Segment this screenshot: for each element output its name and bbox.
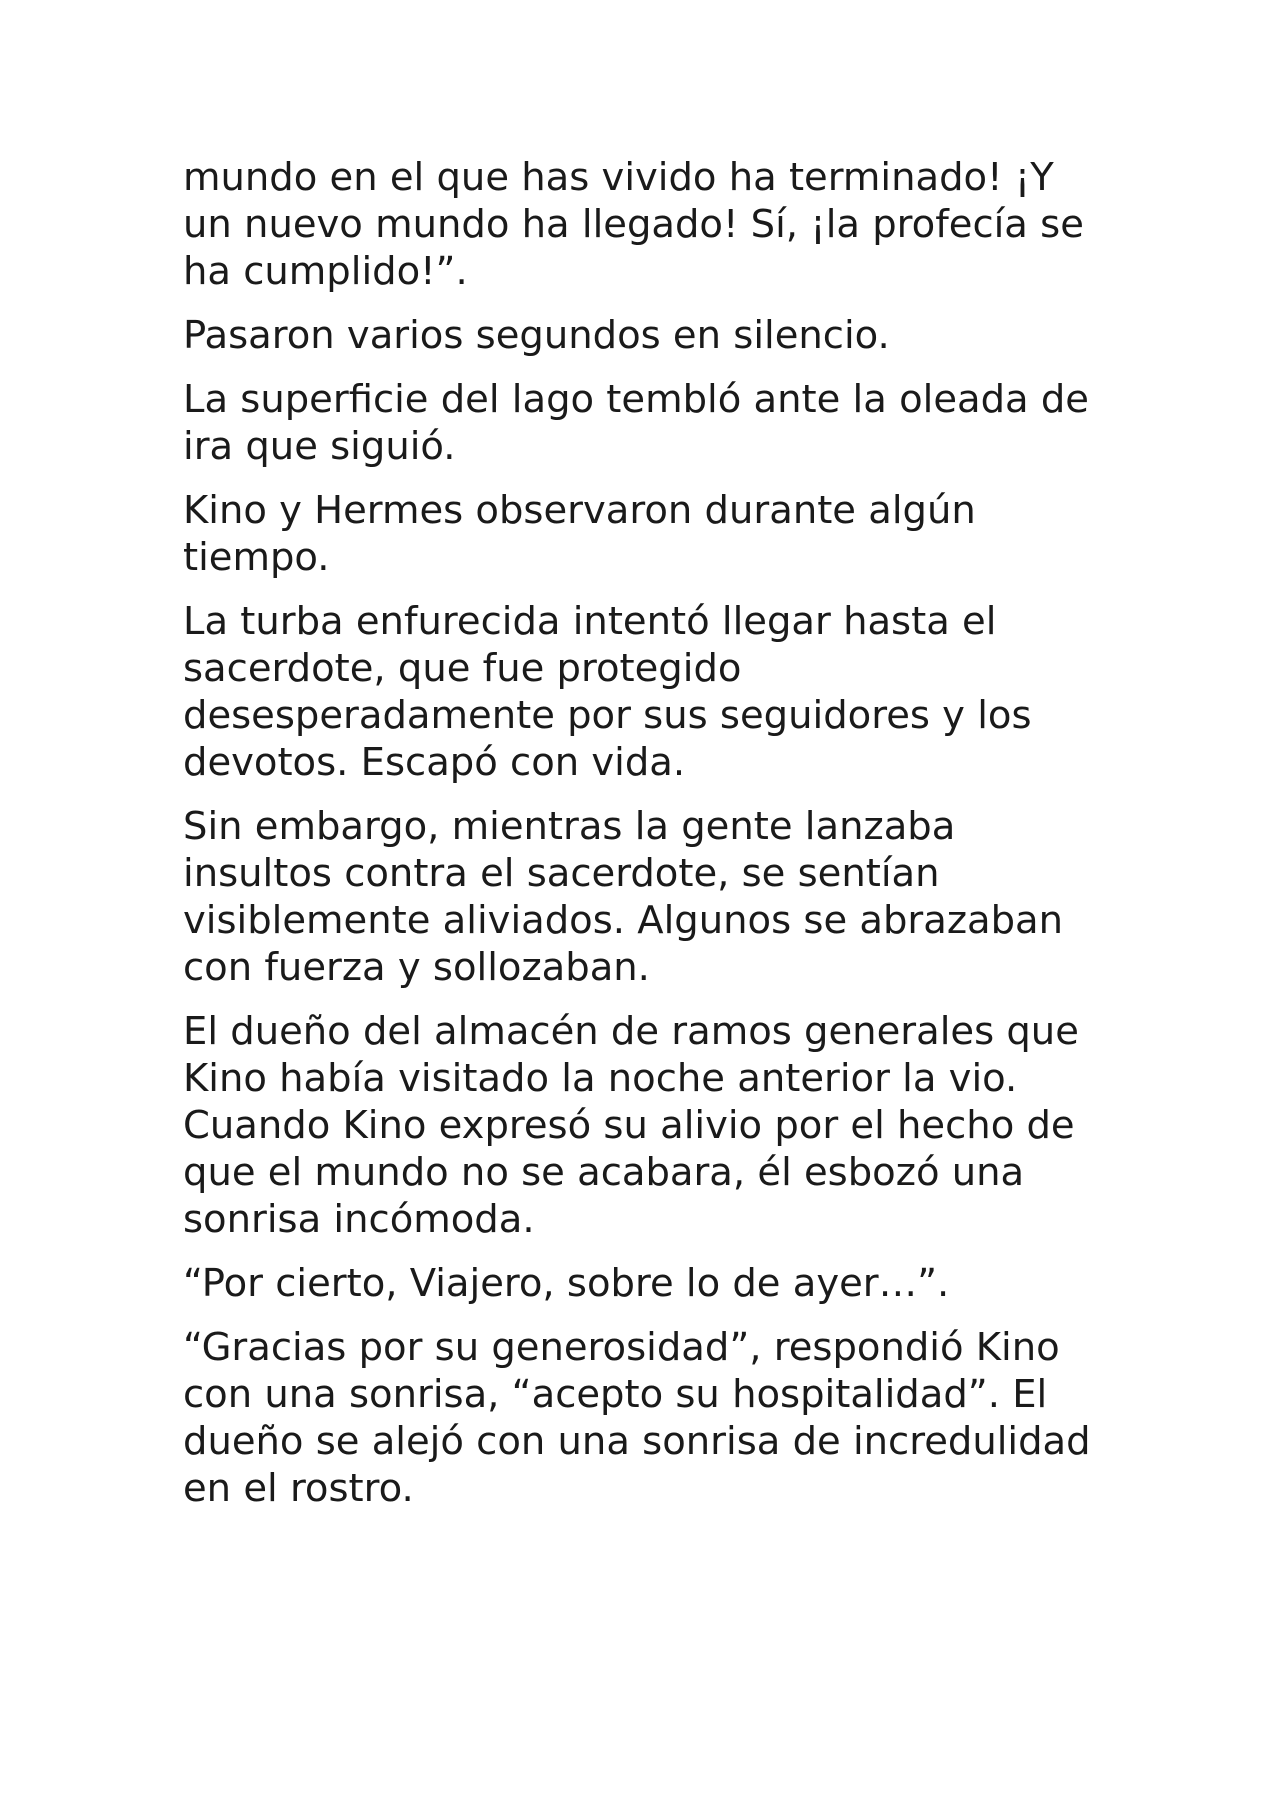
- text-line: Sin embargo, mientras la gente lanzaba: [183, 804, 956, 849]
- paragraph-5: [183, 598, 1123, 786]
- text-line: Kino había visitado la noche anterior la vio.: [183, 1056, 1018, 1101]
- text-line: ira que siguió.: [183, 424, 456, 469]
- paragraph-8: [183, 1260, 1123, 1307]
- text-line: que el mundo no se acabara, él esbozó una: [183, 1150, 1025, 1195]
- text-line: sacerdote, que fue protegido: [183, 646, 742, 691]
- paragraph-4: [183, 487, 1123, 581]
- paragraph-3: [183, 376, 1123, 470]
- text-line: mundo en el que has vivido ha terminado! ¡Y: [183, 155, 1054, 200]
- text-line: “Por cierto, Viajero, sobre lo de ayer…”.: [183, 1261, 950, 1306]
- text-line: dueño se alejó con una sonrisa de incredulidad: [183, 1419, 1091, 1464]
- text-line: ha cumplido!”.: [183, 249, 468, 294]
- paragraph-6: [183, 803, 1123, 991]
- text-line: en el rostro.: [183, 1466, 414, 1511]
- text-line: sonrisa incómoda.: [183, 1197, 535, 1242]
- text-line: desesperadamente por sus seguidores y los: [183, 693, 1032, 738]
- text-line: con fuerza y sollozaban.: [183, 945, 650, 990]
- text-line: insultos contra el sacerdote, se sentían: [183, 851, 940, 896]
- text-line: “Gracias por su generosidad”, respondió Kino: [183, 1325, 1060, 1370]
- text-line: La turba enfurecida intentó llegar hasta el: [183, 599, 997, 644]
- text-line: visiblemente aliviados. Algunos se abrazaban: [183, 898, 1064, 943]
- document-page: [183, 154, 1123, 1529]
- text-line: devotos. Escapó con vida.: [183, 740, 686, 785]
- text-line: Kino y Hermes observaron durante algún: [183, 488, 976, 533]
- paragraph-1: [183, 154, 1123, 295]
- paragraph-2: [183, 312, 1123, 359]
- text-line: con una sonrisa, “acepto su hospitalidad”. El: [183, 1372, 1048, 1417]
- paragraph-9: [183, 1324, 1123, 1512]
- text-line: Pasaron varios segundos en silencio.: [183, 313, 890, 358]
- text-line: tiempo.: [183, 535, 330, 580]
- text-line: Cuando Kino expresó su alivio por el hecho de: [183, 1103, 1075, 1148]
- paragraph-7: [183, 1008, 1123, 1243]
- text-line: un nuevo mundo ha llegado! Sí, ¡la profecía se: [183, 202, 1084, 247]
- text-line: El dueño del almacén de ramos generales que: [183, 1009, 1079, 1054]
- text-line: La superficie del lago tembló ante la oleada de: [183, 377, 1089, 422]
